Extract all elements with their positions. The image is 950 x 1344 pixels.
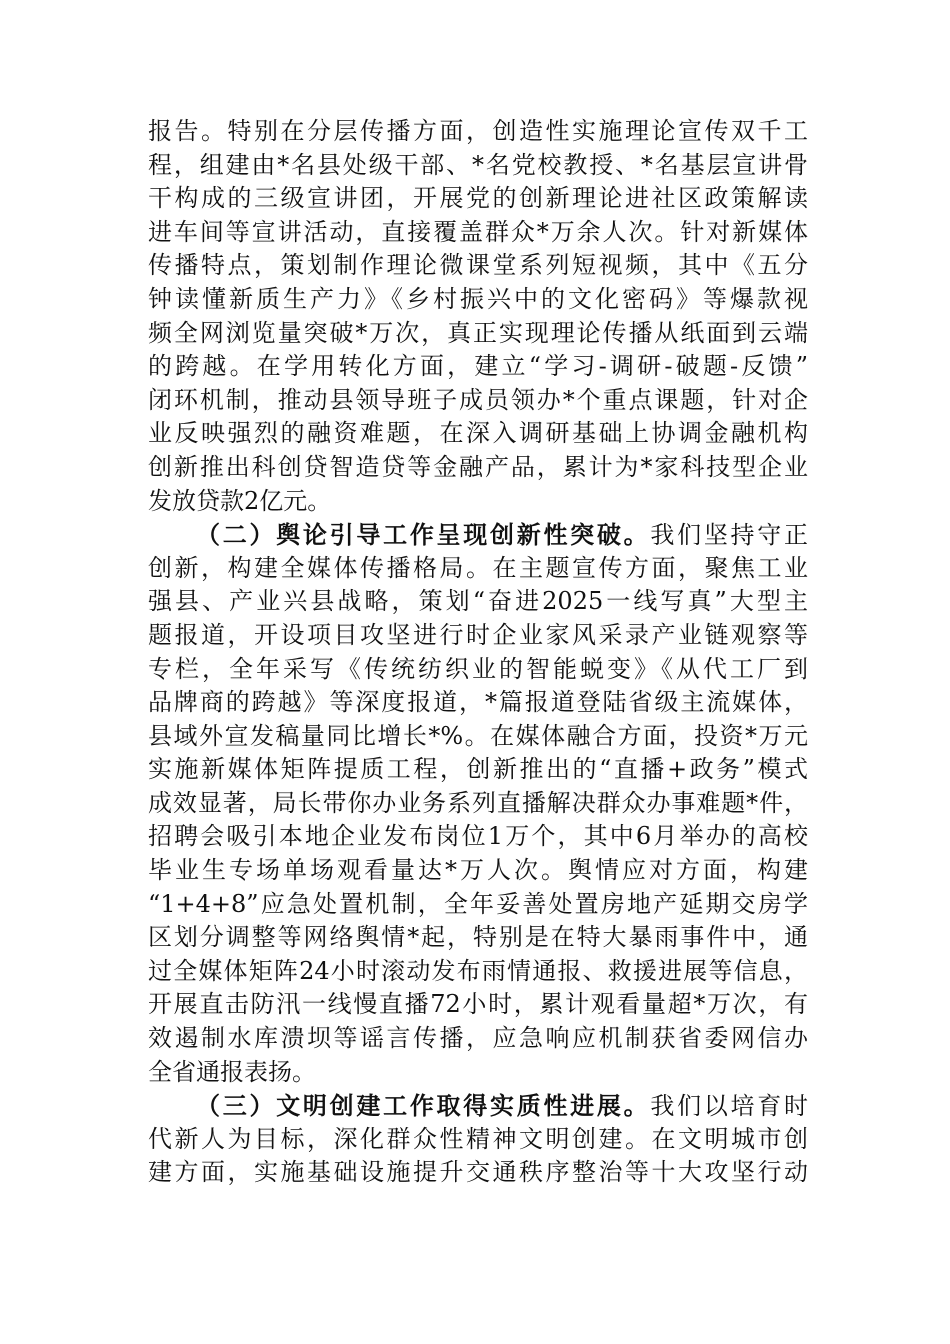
text-line: 进车间等宣讲活动，直接覆盖群众*万余人次。针对新媒体	[148, 217, 808, 246]
paragraph-first-line	[148, 1089, 808, 1123]
text-line: 强县、产业兴县战略，策划“奋进2025一线写真”大型主	[148, 587, 808, 616]
text-line: “1+4+8”应急处置机制，全年妥善处置房地产延期交房学	[148, 889, 808, 918]
document-body	[148, 115, 808, 1190]
text-line: 创新推出科创贷智造贷等金融产品，累计为*家科技型企业	[148, 452, 808, 481]
section-heading: （二）舆论引导工作呈现创新性突破。	[196, 520, 651, 550]
text-line: 钟读懂新质生产力》《乡村振兴中的文化密码》等爆款视	[148, 284, 808, 313]
paragraph-public-opinion	[148, 518, 808, 1089]
text-line: 干构成的三级宣讲团，开展党的创新理论进社区政策解读	[148, 184, 808, 213]
text-line: 品牌商的跨越》等深度报道，*篇报道登陆省级主流媒体，	[148, 688, 808, 717]
text-line: 的跨越。在学用转化方面，建立“学习-调研-破题-反馈”	[148, 352, 808, 381]
paragraph-theory-publicity	[148, 115, 808, 518]
text-run: 我们以培育时	[650, 1092, 809, 1121]
text-line: 毕业生专场单场观看量达*万人次。舆情应对方面，构建	[148, 856, 808, 885]
text-line: 业反映强烈的融资难题，在深入调研基础上协调金融机构	[148, 419, 808, 448]
text-line: 代新人为目标，深化群众性精神文明创建。在文明城市创	[148, 1124, 808, 1153]
text-line: 传播特点，策划制作理论微课堂系列短视频，其中《五分	[148, 251, 808, 280]
text-line: 过全媒体矩阵24小时滚动发布雨情通报、救援进展等信息，	[148, 956, 808, 985]
text-line: 招聘会吸引本地企业发布岗位1万个，其中6月举办的高校	[148, 822, 808, 851]
text-line: 频全网浏览量突破*万次，真正实现理论传播从纸面到云端	[148, 318, 808, 347]
text-line: 程，组建由*名县处级干部、*名党校教授、*名基层宣讲骨	[148, 150, 808, 179]
text-line: 创新，构建全媒体传播格局。在主题宣传方面，聚焦工业	[148, 553, 808, 582]
text-line: 全省通报表扬。	[148, 1057, 316, 1086]
paragraph-first-line	[148, 518, 808, 552]
text-line: 效遏制水库溃坝等谣言传播，应急响应机制获省委网信办	[148, 1024, 808, 1053]
section-heading: （三）文明创建工作取得实质性进展。	[196, 1091, 651, 1121]
text-line: 开展直击防汛一线慢直播72小时，累计观看量超*万次，有	[148, 990, 808, 1019]
text-line: 报告。特别在分层传播方面，创造性实施理论宣传双千工	[148, 117, 808, 145]
text-line: 成效显著，局长带你办业务系列直播解决群众办事难题*件，	[148, 788, 808, 817]
text-run: 我们坚持守正	[650, 521, 809, 550]
paragraph-civilization-building	[148, 1089, 808, 1190]
text-line: 建方面，实施基础设施提升交通秩序整治等十大攻坚行动	[148, 1158, 808, 1187]
text-line: 发放贷款2亿元。	[148, 486, 332, 515]
text-line: 实施新媒体矩阵提质工程，创新推出的“直播+政务”模式	[148, 755, 808, 784]
text-line: 县域外宣发稿量同比增长*%。在媒体融合方面，投资*万元	[148, 721, 808, 750]
text-line: 题报道，开设项目攻坚进行时企业家风采录产业链观察等	[148, 620, 808, 649]
text-line: 闭环机制，推动县领导班子成员领办*个重点课题，针对企	[148, 385, 808, 414]
text-line: 区划分调整等网络舆情*起，特别是在特大暴雨事件中，通	[148, 923, 808, 952]
text-line: 专栏，全年采写《传统纺织业的智能蜕变》《从代工厂到	[148, 654, 808, 683]
